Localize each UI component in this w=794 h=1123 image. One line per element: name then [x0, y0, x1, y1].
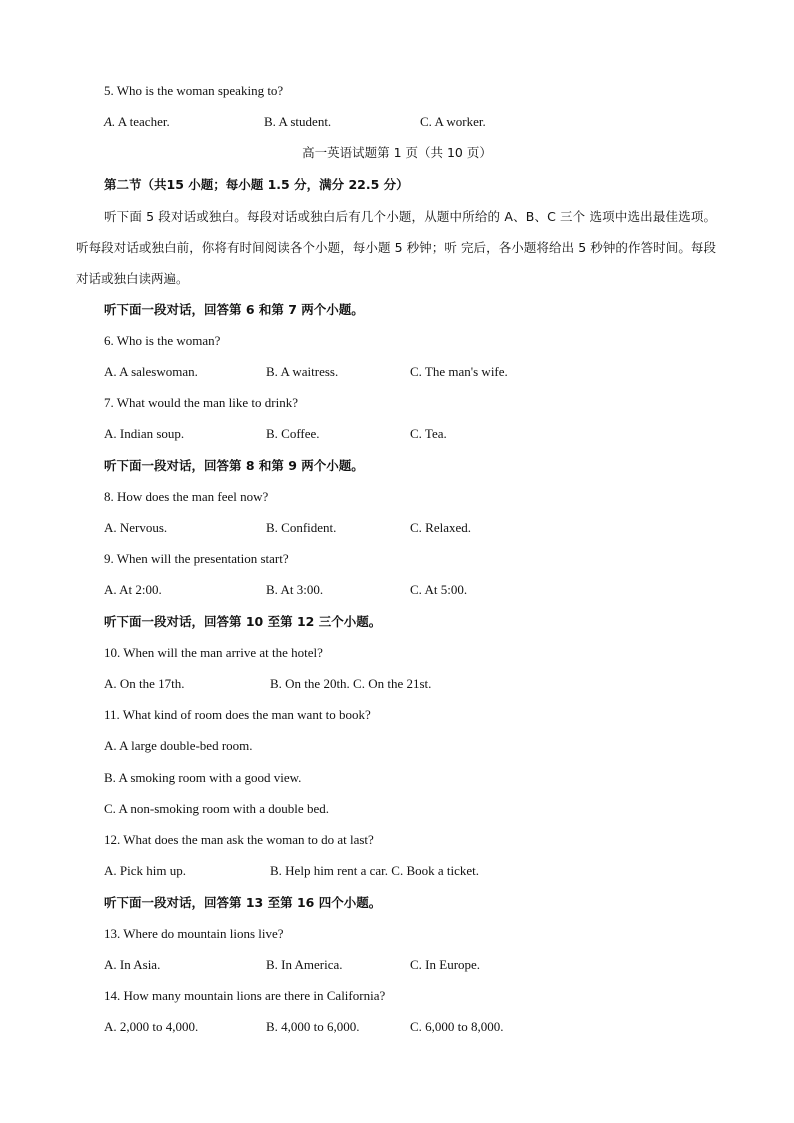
section-2-instructions: 听下面 5 段对话或独白。每段对话或独白后有几个小题，从题中所给的 A、B、C 三个 选项中选出最佳选项。听每段对话或独白前，你将有时间阅读各个小题，每小题 5 秒钟；听 完后，各小题将给出 5 秒钟的作答时间。每段对话或独白读两遍。 — [76, 209, 716, 286]
question-5-option-a: A. A teacher. — [104, 114, 170, 129]
question-5-option-c: C. A worker. — [420, 114, 486, 129]
question-8-option-c: C. Relaxed. — [410, 520, 472, 535]
section-2-title: 第二节（共15 小题；每小题 1.5 分，满分 22.5 分） — [104, 177, 409, 192]
question-6-stem: 6. Who is the woman? — [104, 333, 221, 348]
dialogue-1-heading: 听下面一段对话，回答第 6 和第 7 两个小题。 — [104, 302, 364, 317]
question-14-option-a: A. 2,000 to 4,000. — [104, 1019, 199, 1034]
question-5-option-b: B. A student. — [264, 114, 332, 129]
question-12-options-b-c: B. Help him rent a car. C. Book a ticket. — [270, 863, 480, 878]
question-7-option-b: B. Coffee. — [266, 426, 320, 441]
question-10-stem: 10. When will the man arrive at the hotel? — [104, 645, 323, 660]
question-11-option-a: A. A large double-bed room. — [104, 738, 253, 753]
question-11-stem: 11. What kind of room does the man want to book? — [104, 707, 371, 722]
question-13-option-c: C. In Europe. — [410, 957, 481, 972]
question-6-option-c: C. The man's wife. — [410, 364, 508, 379]
question-14-stem: 14. How many mountain lions are there in California? — [104, 988, 386, 1003]
question-6-option-a: A. A saleswoman. — [104, 364, 198, 379]
question-8-stem: 8. How does the man feel now? — [104, 489, 269, 504]
page-footer: 高一英语试题第 1 页（共 10 页） — [302, 145, 492, 160]
question-9-option-b: B. At 3:00. — [266, 582, 324, 597]
question-11-option-c: C. A non-smoking room with a double bed. — [104, 801, 329, 816]
dialogue-3-heading: 听下面一段对话，回答第 10 至第 12 三个小题。 — [104, 614, 382, 629]
dialogue-4-heading: 听下面一段对话，回答第 13 至第 16 四个小题。 — [104, 895, 382, 910]
question-13-option-b: B. In America. — [266, 957, 343, 972]
question-7-option-a: A. Indian soup. — [104, 426, 185, 441]
question-14-option-b: B. 4,000 to 6,000. — [266, 1019, 360, 1034]
question-10-option-a: A. On the 17th. — [104, 676, 185, 691]
question-7-stem: 7. What would the man like to drink? — [104, 395, 298, 410]
question-11-option-b: B. A smoking room with a good view. — [104, 770, 302, 785]
question-8-option-b: B. Confident. — [266, 520, 337, 535]
question-14-option-c: C. 6,000 to 8,000. — [410, 1019, 504, 1034]
dialogue-2-heading: 听下面一段对话，回答第 8 和第 9 两个小题。 — [104, 458, 364, 473]
question-13-stem: 13. Where do mountain lions live? — [104, 926, 284, 941]
question-10-options-b-c: B. On the 20th. C. On the 21st. — [270, 676, 432, 691]
question-6-option-b: B. A waitress. — [266, 364, 339, 379]
question-9-option-a: A. At 2:00. — [104, 582, 162, 597]
question-9-option-c: C. At 5:00. — [410, 582, 468, 597]
question-12-stem: 12. What does the man ask the woman to do at last? — [104, 832, 374, 847]
question-13-option-a: A. In Asia. — [104, 957, 161, 972]
question-9-stem: 9. When will the presentation start? — [104, 551, 289, 566]
question-12-option-a: A. Pick him up. — [104, 863, 186, 878]
question-5-stem: 5. Who is the woman speaking to? — [104, 83, 284, 98]
question-8-option-a: A. Nervous. — [104, 520, 168, 535]
question-7-option-c: C. Tea. — [410, 426, 447, 441]
